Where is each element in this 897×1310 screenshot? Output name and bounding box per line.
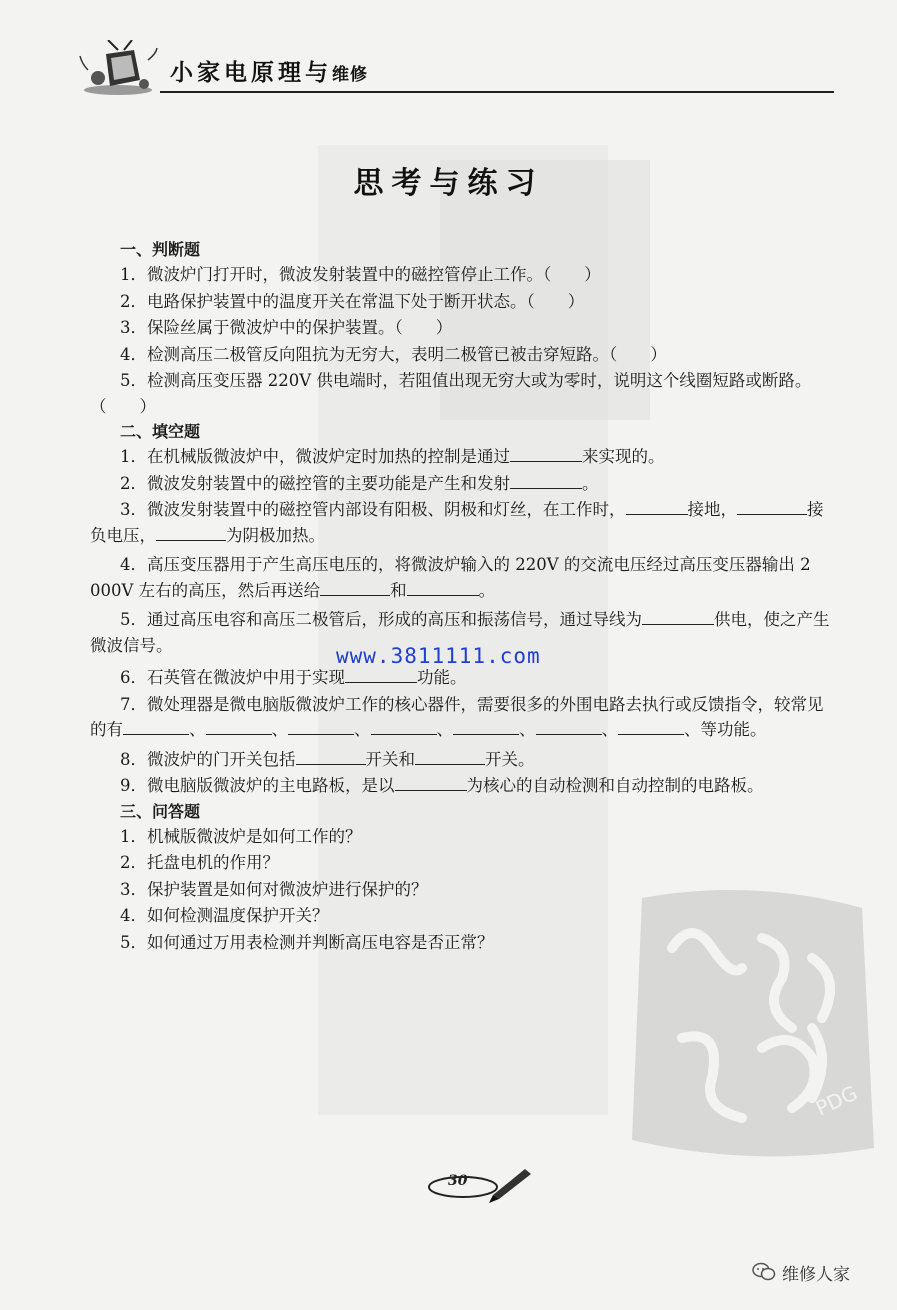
fill-item-5: 5．通过高压电容和高压二极管后，形成的高压和振荡信号，通过导线为 供电，使之产生微波信号。 (90, 607, 838, 658)
running-header (78, 32, 838, 102)
answer-blank (510, 444, 582, 462)
judge-item: 3．保险丝属于微波炉中的保护装置。（ ） (120, 318, 453, 337)
qa-item: 5．如何通过万用表检测并判断高压电容是否正常？ (120, 932, 494, 952)
tv-mascot-icon (78, 40, 158, 96)
fill-item-1: 1．在机械版微波炉中，微波炉定时加热的控制是通过 来实现的。 (90, 444, 838, 470)
qa-item: 4．如何检测温度保护开关？ (120, 906, 329, 925)
answer-blank (453, 717, 519, 735)
fill-item-9: 9．微电脑版微波炉的主电路板，是以 为核心的自动检测和自动控制的电路板。 (90, 773, 838, 799)
judge-item: 5．检测高压变压器 220V 供电端时，若阻值出现无穷大或为零时，说明这个线圈短路或断路。（ ） (90, 371, 812, 416)
page-title: 思考与练习 (353, 166, 544, 201)
answer-blank (371, 717, 437, 735)
answer-blank (642, 607, 714, 625)
answer-blank (123, 717, 189, 735)
answer-blank (536, 717, 602, 735)
section-heading-judge: 一、判断题 (120, 240, 201, 259)
answer-blank (510, 471, 582, 489)
answer-blank (626, 497, 688, 515)
page-number-badge (425, 1165, 535, 1205)
wechat-icon (752, 1262, 776, 1282)
fill-item-7: 7．微处理器是微电脑版微波炉工作的核心器件，需要很多的外围电路去执行或反馈指令，较常见的有 、 、 、 、 、 、 、等功能。 (90, 694, 824, 739)
judge-item: 1．微波炉门打开时，微波发射装置中的磁控管停止工作。（ ） (120, 265, 601, 284)
section-heading-fill: 二、填空题 (120, 422, 201, 441)
source-account-mark: 维修人家 (782, 1265, 850, 1285)
answer-blank (407, 578, 479, 596)
answer-blank (320, 578, 390, 596)
judge-item: 2．电路保护装置中的温度开关在常温下处于断开状态。（ ） (120, 291, 585, 311)
seal-stamp-watermark (612, 878, 882, 1168)
qa-item: 3．保护装置是如何对微波炉进行保护的？ (120, 879, 428, 899)
answer-blank (395, 773, 467, 791)
fill-item-4: 4．高压变压器用于产生高压电压的，将微波炉输入的 220V 的交流电压经过高压变压器输出 2 000V 左右的高压，然后再送给 和 。 (90, 555, 811, 600)
seal-label: PDG (811, 1080, 862, 1121)
answer-blank (156, 523, 226, 541)
answer-blank (737, 497, 807, 515)
fill-item-2: 2．微波发射装置中的磁控管的主要功能是产生和发射 。 (90, 471, 838, 497)
watermark-url[interactable]: www.3811111.com (336, 644, 541, 668)
answer-blank (296, 747, 366, 765)
answer-blank (206, 717, 272, 735)
answer-blank (288, 717, 354, 735)
book-title-header: 小家电原理与维修 (170, 60, 368, 86)
answer-blank (415, 747, 485, 765)
exercise-body (90, 238, 838, 956)
header-rule (160, 91, 834, 93)
fill-item-3: 3．微波发射装置中的磁控管内部设有阳极、阴极和灯丝，在工作时， 接地， 接负电压， 为阴极加热。 (90, 497, 838, 548)
qa-item: 1．机械版微波炉是如何工作的？ (120, 826, 362, 846)
judge-item: 4．检测高压二极管反向阻抗为无穷大，表明二极管已被击穿短路。（ ） (120, 344, 667, 364)
answer-blank (618, 717, 684, 735)
fill-item-8: 8．微波炉的门开关包括 开关和 开关。 (90, 747, 838, 773)
section-heading-qa: 三、问答题 (120, 801, 201, 821)
fill-item-6: 6．石英管在微波炉中用于实现 功能。 (90, 665, 838, 691)
page-number: 30 (448, 1173, 468, 1189)
qa-item: 2．托盘电机的作用？ (120, 853, 279, 872)
